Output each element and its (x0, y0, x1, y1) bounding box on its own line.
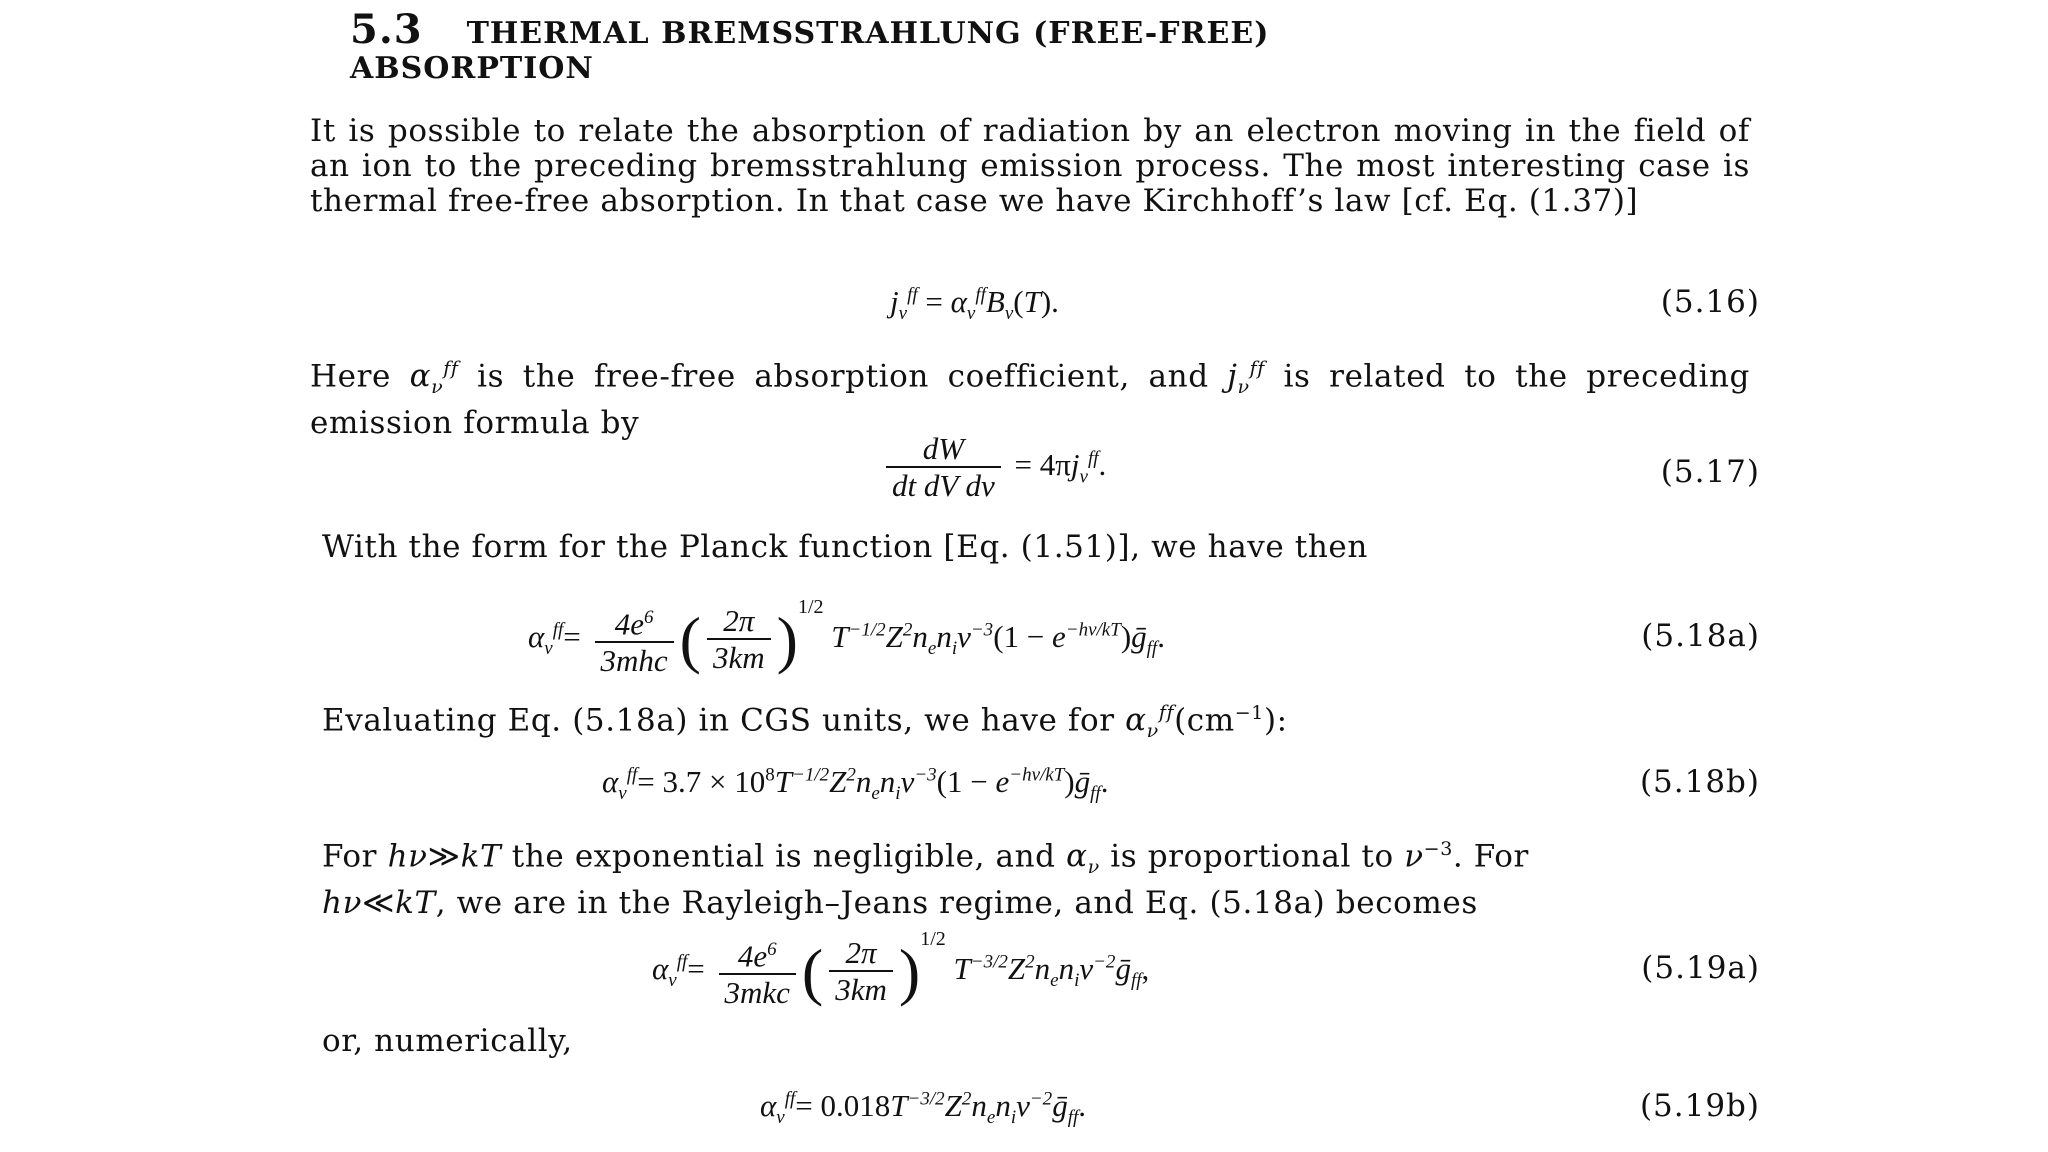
equation-5-19a-label: (5.19a) (1641, 950, 1760, 986)
equation-5-19b-body: $\alpha_\nu^{ff}=$ $0.018T^{-3/2}Z^2n_en_i\nu^{-2}ḡ_{ff}$. (760, 1088, 1086, 1129)
equation-5-17-body: $\frac{dW}{\text{dt dV dν}}$ = $4\pi j_\nu^{ff}$. (880, 432, 1106, 504)
section-number: 5.3 (350, 6, 423, 53)
paragraph-evaluating-text-c: ): (1263, 702, 1288, 739)
paragraph-here (310, 352, 1750, 441)
equation-5-18b-label: (5.18b) (1639, 764, 1760, 800)
section-title-line1: THERMAL BREMSSTRAHLUNG (FREE-FREE) (466, 16, 1270, 51)
alpha-ff-symbol: $\alpha_\nu^{ff}$ (409, 358, 459, 399)
fraction-dw (886, 432, 1001, 504)
paragraph-regimes-text-e: , we are in the Rayleigh–Jeans regime, and Eq. (5.18a) becomes (435, 884, 1478, 921)
equation-5-18a (310, 596, 1760, 682)
equation-5-17 (310, 432, 1760, 512)
equation-5-18b (310, 760, 1760, 820)
paragraph-regimes: For hν≫kT the exponential is negligible, and $\alpha_\nu$ is proportional to $\nu^{-3}$. For hν≪kT, we are in the Rayleigh–Jeans regime, and Eq. (5.18a) becomes (322, 838, 1529, 921)
equation-5-18a-label: (5.18a) (1641, 618, 1760, 654)
section-heading (350, 6, 1790, 86)
paragraph-evaluating-text-b: (cm (1174, 702, 1235, 739)
section-title-line2: ABSORPTION (350, 51, 594, 86)
paragraph-intro (310, 114, 1750, 219)
paragraph-planck-text: With the form for the Planck function [Eq. (1.51)], we have then (322, 529, 1368, 565)
paragraph-here-text-b: is the free-free absorption coefficient, and (477, 358, 1209, 395)
paragraph-intro-text: It is possible to relate the absorption of radiation by an electron moving in the field of an ion to the preceding bremsstrahlung emission process. The most interesting case is thermal free-free absorption. In that case we have Kirchhoff’s law [cf. Eq. (1.37)] (310, 113, 1750, 219)
fraction-denominator: dt dV dν (892, 468, 995, 503)
fraction-numerator: dW (886, 432, 1001, 468)
equation-5-16 (310, 280, 1760, 340)
paragraph-here-text-c: is related to the preceding emission formula by (310, 358, 1750, 441)
paragraph-planck (322, 530, 1762, 565)
equation-5-16-body: $j_\nu^{ff} = \alpha_\nu^{ff}B_\nu(T)$. (890, 284, 1059, 325)
paragraph-numerically (322, 1024, 1762, 1059)
paragraph-regimes-text-c: is proportional to (1110, 838, 1394, 875)
paragraph-evaluating-text-a: Evaluating Eq. (5.18a) in CGS units, we have for (322, 702, 1115, 739)
equation-5-18a-body: $\alpha_\nu^{ff}=$ $\frac{4e^6}{\text{3mhc}}$ ( $\frac{2\pi}{3km}$ )$^{1/2}$ $T^{-1/2}Z^2n_en_i\nu^{-3}(1$ − $e^{-h\nu/kT})ḡ_{ff}$. (528, 596, 1165, 679)
equation-5-19b (310, 1084, 1760, 1144)
equation-5-19b-label: (5.19b) (1639, 1088, 1760, 1124)
equation-5-16-label: (5.16) (1660, 284, 1760, 320)
equation-5-19a (310, 928, 1760, 1014)
paragraph-regimes-text-a: For (322, 838, 378, 875)
paragraph-here-text-a: Here (310, 358, 391, 395)
paragraph-regimes-text-d: . For (1452, 838, 1529, 875)
equation-5-18b-coefficient: 3.7 × 10 (662, 764, 766, 799)
paragraph-regimes-text-b: the exponential is negligible, and (511, 838, 1056, 875)
equation-5-19b-coefficient: 0.018 (820, 1088, 891, 1123)
paragraph-numerically-text: or, numerically, (322, 1023, 573, 1059)
equation-5-17-label: (5.17) (1660, 454, 1760, 490)
equation-5-19a-body: $\alpha_\nu^{ff}=$ $\frac{4e^6}{\text{3mkc}}$ ( $\frac{2\pi}{3km}$ )$^{1/2}$ $T^{-3/2}Z^2n_en_i\nu^{-2}ḡ_{ff}$, (652, 928, 1150, 1011)
equation-5-18b-body: $\alpha_\nu^{ff}= 3.7 \times 10^8T^{-1/2}Z^2n_en_i\nu^{-3}(1$ − $e^{-h\nu/kT})ḡ_{ff}$. (602, 764, 1109, 805)
paragraph-evaluating: Evaluating Eq. (5.18a) in CGS units, we have for $\alpha_\nu^{ff}(cm^{-1})$: (322, 702, 1288, 743)
j-ff-symbol: $j_\nu^{ff}$ (1227, 358, 1265, 399)
